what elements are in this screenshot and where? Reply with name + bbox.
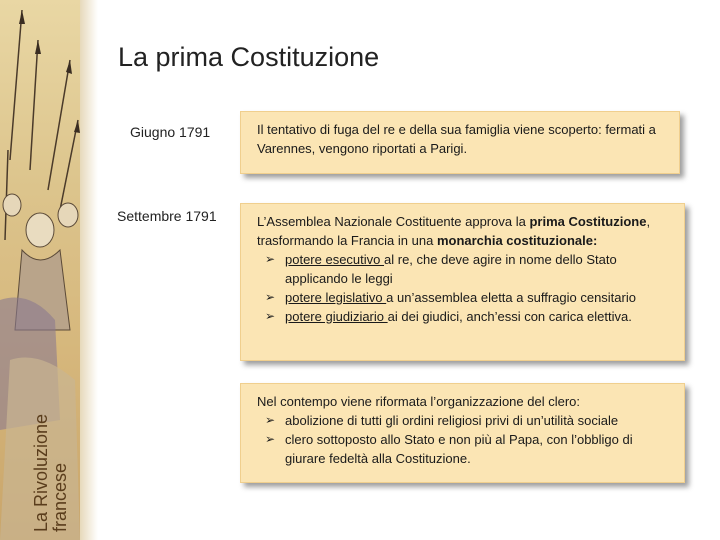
illustration-fade [80,0,98,540]
side-section-title [0,365,80,540]
side-title-line2: francese [50,462,70,532]
clergy-item-text: abolizione di tutti gli ordini religiosi privi di un’utilità sociale [285,413,619,428]
intro-bold-constitution: prima Costituzione [529,214,647,229]
clergy-reform-box [240,383,685,483]
date-label-june: Giugno 1791 [130,124,211,140]
power-description: al re, che deve agire in nome dello Stato applicando le leggi [285,252,617,286]
side-title-line1: La Rivoluzione [31,413,51,532]
event-text-june: Il tentativo di fuga del re e della sua famiglia viene scoperto: fermati a Varennes, vengono riportati a Parigi. [257,122,656,156]
page-title: La prima Costituzione [118,42,380,72]
arrow-bullet-icon: ➢ [265,309,276,323]
arrow-bullet-icon: ➢ [265,290,276,304]
event-text-september [257,212,674,250]
list-item [263,430,674,468]
date-label-september: Settembre 1791 [117,208,217,224]
list-item [263,250,674,288]
list-item [263,411,674,430]
power-label: potere esecutivo [285,252,385,267]
arrow-bullet-icon: ➢ [265,413,276,427]
power-description: ai dei giudici, anch’essi con carica elettiva. [387,309,632,324]
intro-text: L’Assemblea Nazionale Costituente approva la [257,214,530,229]
arrow-bullet-icon: ➢ [265,432,276,446]
intro-bold-monarchy: monarchia costituzionale [436,233,593,248]
intro-text-mid: , trasformando la Francia in una [257,214,651,248]
event-box-june [240,111,680,174]
list-item [263,307,674,326]
event-box-september [240,203,685,361]
power-description: a un’assemblea eletta a suffragio censitario [386,290,636,305]
intro-colon: : [592,233,598,248]
list-item [263,288,674,307]
clergy-item-text: clero sottoposto allo Stato e non più al Papa, con l’obbligo di giurare fedeltà alla Costituzione. [285,432,633,466]
clergy-intro: Nel contempo viene riformata l’organizzazione del clero: [257,394,580,409]
power-label: potere legislativo [285,290,387,305]
power-label: potere giudiziario [285,309,388,324]
arrow-bullet-icon: ➢ [265,252,276,266]
clergy-list [257,411,674,468]
powers-list [257,250,674,326]
